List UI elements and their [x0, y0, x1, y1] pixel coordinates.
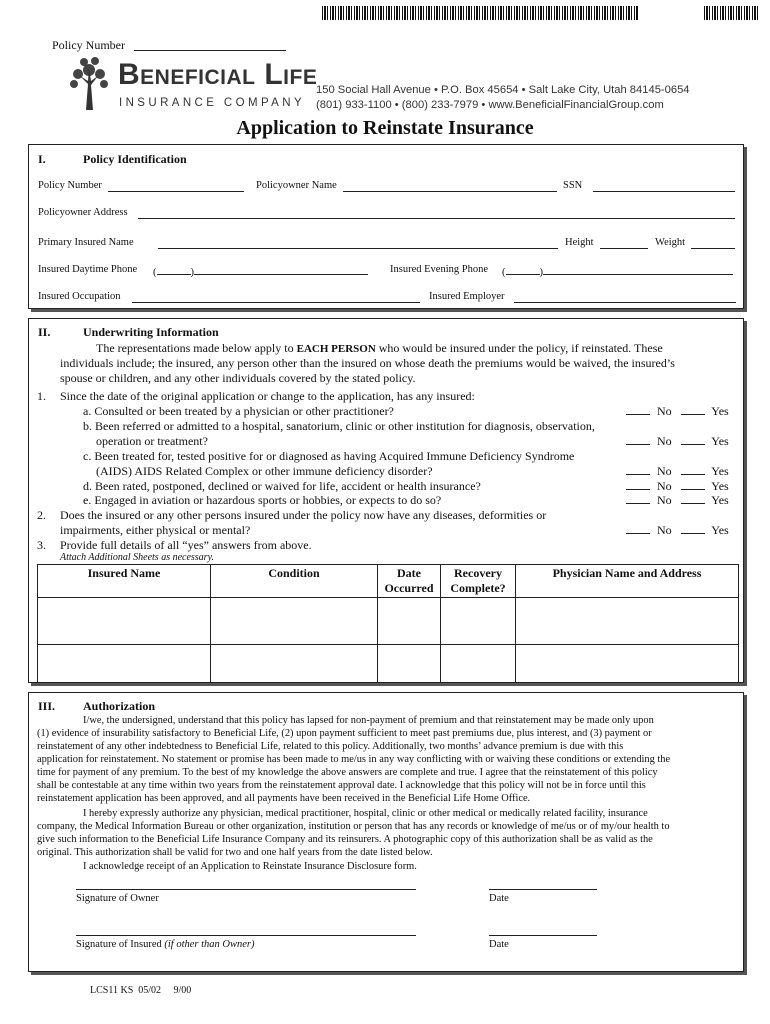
section-policy-identification: [28, 144, 744, 309]
section3-number: III.: [38, 699, 56, 713]
auth-p2-line1: I hereby expressly authorize any physician, medical practitioner, hospital, clinic or other medical or medically related facility, insurance: [83, 808, 648, 819]
height-field[interactable]: [600, 248, 648, 249]
auth-p3: I acknowledge receipt of an Application to Reinstate Insurance Disclosure form.: [83, 861, 417, 872]
auth-p2-line2: company, the Medical Information Bureau or other organization, institution or person that has any records or knowledge of me/us or of my/our health to: [37, 821, 670, 832]
q2-number: 2.: [37, 508, 46, 522]
insured-signature-label: [76, 939, 254, 950]
table-cell[interactable]: [441, 598, 516, 645]
owner-date-field[interactable]: [489, 889, 597, 890]
q1b-answer[interactable]: No Yes: [626, 434, 729, 449]
q1a-answer[interactable]: No Yes: [626, 404, 729, 419]
policyowner-name-field[interactable]: [343, 191, 557, 192]
table-cell[interactable]: [38, 598, 211, 645]
height-label: Height: [565, 237, 594, 248]
barcode-left: [322, 6, 638, 20]
section2-title: Underwriting Information: [83, 325, 219, 339]
header-policy-number-field[interactable]: [134, 50, 286, 51]
insured-signature-note: (if other than Owner): [164, 939, 255, 950]
table-cell[interactable]: [378, 598, 441, 645]
form-code: LCS11 KS 05/02 9/00: [90, 985, 192, 996]
q1c-text-1: c. Been treated for, tested positive for or diagnosed as having Acquired Immune Deficiency Syndrome: [83, 449, 575, 463]
section2-intro-line2: individuals include; the insured, any person other than the insured on whose death the premiums would be waived, the insured’s: [60, 356, 675, 370]
owner-date-label: Date: [489, 893, 509, 904]
employer-label: Insured Employer: [429, 291, 505, 302]
insured-signature-field[interactable]: [76, 935, 416, 936]
primary-insured-name-label: Primary Insured Name: [38, 237, 134, 248]
q1d-text: d. Been rated, postponed, declined or waived for life, accident or health insurance?: [83, 479, 481, 493]
col-date-occurred: Date Occurred: [378, 565, 441, 598]
daytime-phone-field[interactable]: ( ): [153, 264, 368, 278]
section2-intro-line3: spouse or children, and any other individuals covered by the stated policy.: [60, 371, 416, 385]
q1-text: Since the date of the original application or change to the application, has any insured:: [60, 389, 475, 403]
col-condition: Condition: [211, 565, 378, 598]
insured-date-field[interactable]: [489, 935, 597, 936]
col-recovery-complete: Recovery Complete?: [441, 565, 516, 598]
q2-answer[interactable]: No Yes: [626, 523, 729, 538]
q2-text-2: impairments, either physical or mental?: [60, 523, 251, 537]
section3-title: Authorization: [83, 699, 155, 713]
auth-p1-line1: I/we, the undersigned, understand that this policy has lapsed for non-payment of premium and that reinstatement may be made only upon: [83, 715, 654, 726]
auth-p1-line3: reinstatement of any other indebtedness to Beneficial Life, related to this policy. Additionally, two months’ advance premium is due with this: [37, 741, 624, 752]
q2-text-1: Does the insured or any other persons insured under the policy now have any diseases, deformities or: [60, 508, 547, 522]
tree-logo-icon: [66, 54, 112, 112]
weight-field[interactable]: [691, 248, 735, 249]
q1b-text-2: operation or treatment?: [96, 434, 208, 448]
table-cell[interactable]: [378, 645, 441, 683]
q1c-text-2: (AIDS) AIDS Related Complex or other immune deficiency disorder?: [96, 464, 433, 478]
q1e-answer[interactable]: No Yes: [626, 493, 729, 508]
auth-p2-line3: give such information to the Beneficial Life Insurance Company and its reinsurers. A photographic copy of this authorization shall be as valid as the: [37, 834, 653, 845]
table-cell[interactable]: [211, 645, 378, 683]
header-policy-number-label: Policy Number: [52, 38, 125, 52]
company-name-sub: INSURANCE COMPANY: [119, 97, 306, 109]
company-contact: (801) 933-1100 • (800) 233-7979 • www.BeneficialFinancialGroup.com: [316, 99, 664, 111]
weight-label: Weight: [655, 237, 686, 248]
auth-p1-line5: time for payment of any premium. To the best of my knowledge the above answers are complete and true. I agree that the reinstatement of this policy: [37, 767, 658, 778]
policyowner-address-label: Policyowner Address: [38, 207, 128, 218]
barcode-right: [704, 6, 760, 20]
owner-signature-label: Signature of Owner: [76, 893, 159, 904]
q3-number: 3.: [37, 538, 46, 552]
intro-each-person: EACH PERSON: [296, 343, 376, 355]
insured-date-label: Date: [489, 939, 509, 950]
occupation-field[interactable]: [132, 302, 420, 303]
section1-number: I.: [38, 152, 46, 166]
evening-phone-label: Insured Evening Phone: [390, 264, 488, 275]
table-cell[interactable]: [516, 645, 739, 683]
q1-number: 1.: [37, 389, 46, 403]
evening-phone-field[interactable]: ( ): [502, 264, 733, 278]
company-name-main: Beneficial Life: [118, 58, 318, 91]
intro-text-c: who would be insured under the policy, if reinstated. These: [378, 341, 663, 355]
company-address: 150 Social Hall Avenue • P.O. Box 45654 • Salt Lake City, Utah 84145-0654: [316, 84, 690, 96]
table-cell[interactable]: [38, 645, 211, 683]
details-table: [37, 564, 739, 683]
table-cell[interactable]: [211, 598, 378, 645]
employer-field[interactable]: [514, 302, 736, 303]
table-row[interactable]: [38, 645, 739, 683]
col-insured-name: Insured Name: [38, 565, 211, 598]
attach-note: Attach Additional Sheets as necessary.: [60, 552, 214, 563]
primary-insured-name-field[interactable]: [158, 248, 558, 249]
daytime-phone-label: Insured Daytime Phone: [38, 264, 138, 275]
section1-title: Policy Identification: [83, 152, 187, 166]
auth-p1-line4: application for reinstatement. No statement or promise has been made to me/us in any way conflicting with or waiving these conditions or extending the: [37, 754, 671, 765]
q1a-text: a. Consulted or been treated by a physician or other practitioner?: [83, 404, 394, 418]
table-row[interactable]: [38, 598, 739, 645]
policyowner-address-field[interactable]: [138, 218, 735, 219]
q3-text: Provide full details of all “yes” answers from above.: [60, 538, 312, 552]
table-cell[interactable]: [516, 598, 739, 645]
section2-number: II.: [38, 325, 51, 339]
policyowner-name-label: Policyowner Name: [256, 180, 337, 191]
table-cell[interactable]: [441, 645, 516, 683]
ssn-label: SSN: [563, 180, 583, 191]
q1b-text-1: b. Been referred or admitted to a hospital, sanatorium, clinic or other institution for diagnosis, observation,: [83, 419, 595, 433]
policy-number-field[interactable]: [108, 191, 244, 192]
col-physician: Physician Name and Address: [516, 565, 739, 598]
section2-intro-line1: [96, 341, 663, 356]
insured-signature-text: Signature of Insured: [76, 939, 162, 950]
q1e-text: e. Engaged in aviation or hazardous sports or hobbies, or expects to do so?: [83, 493, 442, 507]
policy-number-label: Policy Number: [38, 180, 102, 191]
auth-p1-line7: reinstatement application has been approved, and all payments have been received in the Beneficial Life Home Office.: [37, 793, 531, 804]
owner-signature-field[interactable]: [76, 889, 416, 890]
ssn-field[interactable]: [593, 191, 735, 192]
page-title: Application to Reinstate Insurance: [236, 117, 534, 139]
auth-p1-line2: (1) evidence of insurability satisfactory to Beneficial Life, (2) upon payment sufficient to meet past premiums due, plus interest, and (3) payment or: [37, 728, 652, 739]
q1d-answer[interactable]: No Yes: [626, 479, 729, 494]
auth-p2-line4: original. This authorization shall be valid for two and one half years from the date listed below.: [37, 847, 433, 858]
table-header-row: [38, 565, 739, 598]
occupation-label: Insured Occupation: [38, 291, 121, 302]
auth-p1-line6: shall be contestable at any time within two years from the reinstatement approval date. I acknowledge that this policy will not be in force until this: [37, 780, 646, 791]
intro-text-a: The representations made below apply to: [96, 341, 294, 355]
q1c-answer[interactable]: No Yes: [626, 464, 729, 479]
